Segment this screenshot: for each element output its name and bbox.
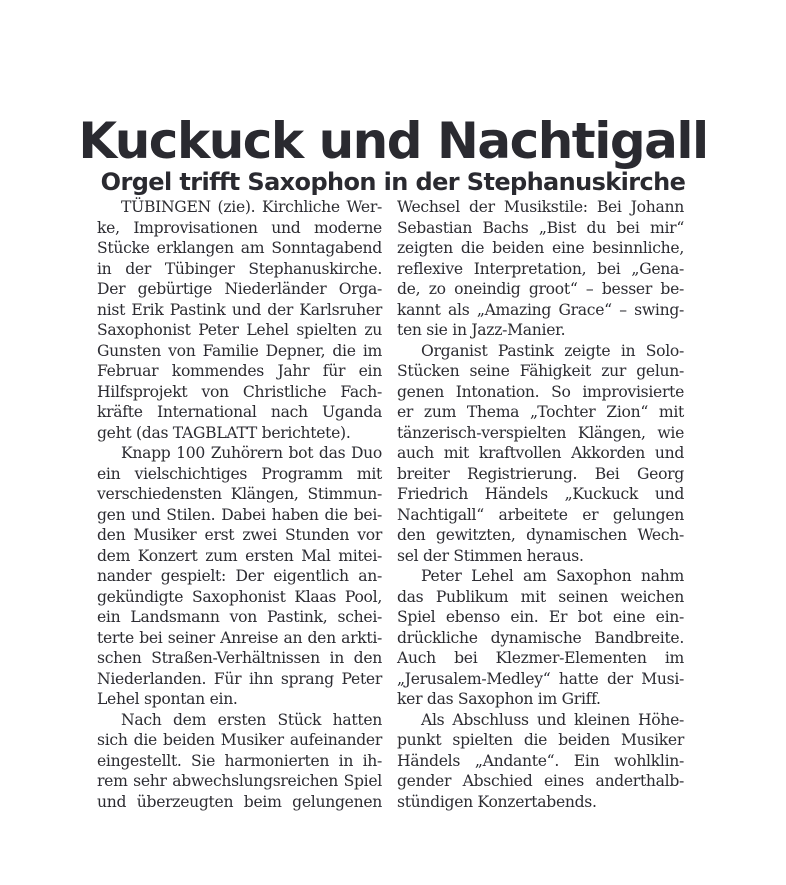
article-column-1 — [97, 197, 382, 812]
paragraph — [397, 341, 684, 567]
text-line: er zum Thema „Tochter Zion“ mit — [397, 403, 684, 421]
text-line: dem Konzert zum ersten Mal mitei- — [97, 546, 382, 565]
text-line: Peter Lehel am Saxophon nahm — [421, 567, 684, 585]
text-line: gender Abschied eines anderthalb- — [397, 772, 684, 790]
text-line: ker das Saxophon im Griff. — [397, 690, 601, 708]
text-line: auch mit kraftvollen Akkorden und — [397, 444, 684, 462]
text-line: Spiel ebenso ein. Er bot eine ein- — [397, 608, 684, 626]
text-line: Der gebürtige Niederländer Orga- — [97, 280, 382, 298]
text-line: Lehel spontan ein. — [97, 690, 238, 708]
text-line: ein vielschichtiges Programm mit — [97, 464, 382, 483]
text-line: den gewitzten, dynamischen Wech- — [397, 526, 684, 544]
text-line: ein Landsmann von Pastink, schei- — [97, 608, 382, 626]
text-line: Stücke erklangen am Sonntagabend — [97, 239, 382, 257]
paragraph — [397, 566, 684, 710]
text-line: sich die beiden Musiker aufeinander — [97, 731, 382, 749]
text-line: reflexive Interpretation, bei „Gena- — [397, 259, 684, 278]
paragraph — [97, 710, 382, 813]
text-line: das Publikum mit seinen weichen — [397, 587, 684, 606]
text-line: „Jerusalem-Medley“ hatte der Musi- — [397, 669, 684, 688]
text-line: drückliche dynamische Bandbreite. — [397, 628, 684, 647]
text-line: gekündigte Saxophonist Klaas Pool, — [97, 587, 382, 606]
paragraph — [397, 197, 684, 341]
text-line: genen Intonation. So improvisierte — [397, 382, 684, 401]
text-line: ke, Improvisationen und moderne — [97, 218, 382, 237]
text-line: eingestellt. Sie harmonierten in ih- — [97, 751, 382, 770]
text-line: Wechsel der Musikstile: Bei Johann — [397, 198, 684, 216]
text-line: ten sie in Jazz-Manier. — [397, 321, 566, 339]
text-line: nist Erik Pastink und der Karlsruher — [97, 300, 382, 319]
text-line: Sebastian Bachs „Bist du bei mir“ — [397, 218, 684, 237]
text-line: punkt spielten die beiden Musiker — [397, 731, 684, 749]
text-line: in der Tübinger Stephanuskirche. — [97, 259, 382, 278]
text-line: Hilfsprojekt von Christliche Fach- — [97, 382, 382, 401]
text-line: stündigen Konzertabends. — [397, 792, 597, 811]
text-line: Friedrich Händels „Kuckuck und — [397, 485, 684, 503]
text-line: verschiedensten Klängen, Stimmun- — [97, 485, 382, 503]
text-line: TÜBINGEN (zie). Kirchliche Wer- — [121, 198, 382, 216]
text-line: rem sehr abwechslungsreichen Spiel — [97, 772, 382, 790]
text-line: sel der Stimmen heraus. — [397, 546, 584, 565]
text-line: Als Abschluss und kleinen Höhe- — [421, 710, 684, 729]
text-line: Nachtigall“ arbeitete er gelungen — [397, 505, 684, 524]
text-line: Februar kommendes Jahr für ein — [97, 362, 382, 380]
paragraph — [397, 710, 684, 813]
text-line: Saxophonist Peter Lehel spielten zu — [97, 321, 382, 339]
paragraph — [97, 197, 382, 443]
text-line: Organist Pastink zeigte in Solo- — [421, 341, 684, 360]
text-line: gen und Stilen. Dabei haben die bei- — [97, 505, 382, 524]
text-line: Auch bei Klezmer-Elementen im — [397, 649, 684, 667]
headline: Kuckuck und Nachtigall — [78, 111, 708, 170]
text-line: Niederlanden. Für ihn sprang Peter — [97, 669, 382, 688]
subheadline: Orgel trifft Saxophon in der Stephanuskirche — [100, 167, 686, 196]
text-line: kannt als „Amazing Grace“ – swing- — [397, 300, 684, 319]
paragraph — [97, 443, 382, 710]
text-line: Händels „Andante“. Ein wohlklin- — [397, 751, 684, 770]
text-line: terte bei seiner Anreise an den arkti- — [97, 628, 382, 647]
text-line: schen Straßen-Verhältnissen in den — [97, 649, 382, 667]
text-line: nander gespielt: Der eigentlich an- — [97, 567, 382, 585]
text-line: Knapp 100 Zuhörern bot das Duo — [121, 444, 382, 462]
text-line: breiter Registrierung. Bei Georg — [397, 464, 684, 483]
text-line: tänzerisch-verspielten Klängen, wie — [397, 423, 684, 442]
article-column-2 — [397, 197, 684, 812]
text-line: geht (das TAGBLATT berichtete). — [97, 423, 351, 442]
text-line: Nach dem ersten Stück hatten — [121, 710, 382, 729]
text-line: de, zo oneindig groot“ – besser be- — [397, 280, 684, 298]
text-line: kräfte International nach Uganda — [97, 403, 382, 421]
text-line: den Musiker erst zwei Stunden vor — [97, 526, 382, 544]
text-line: Stücken seine Fähigkeit zur gelun- — [397, 362, 684, 380]
text-line: Gunsten von Familie Depner, die im — [97, 341, 382, 360]
text-line: und überzeugten beim gelungenen — [97, 792, 382, 811]
text-line: zeigten die beiden eine besinnliche, — [397, 239, 684, 257]
